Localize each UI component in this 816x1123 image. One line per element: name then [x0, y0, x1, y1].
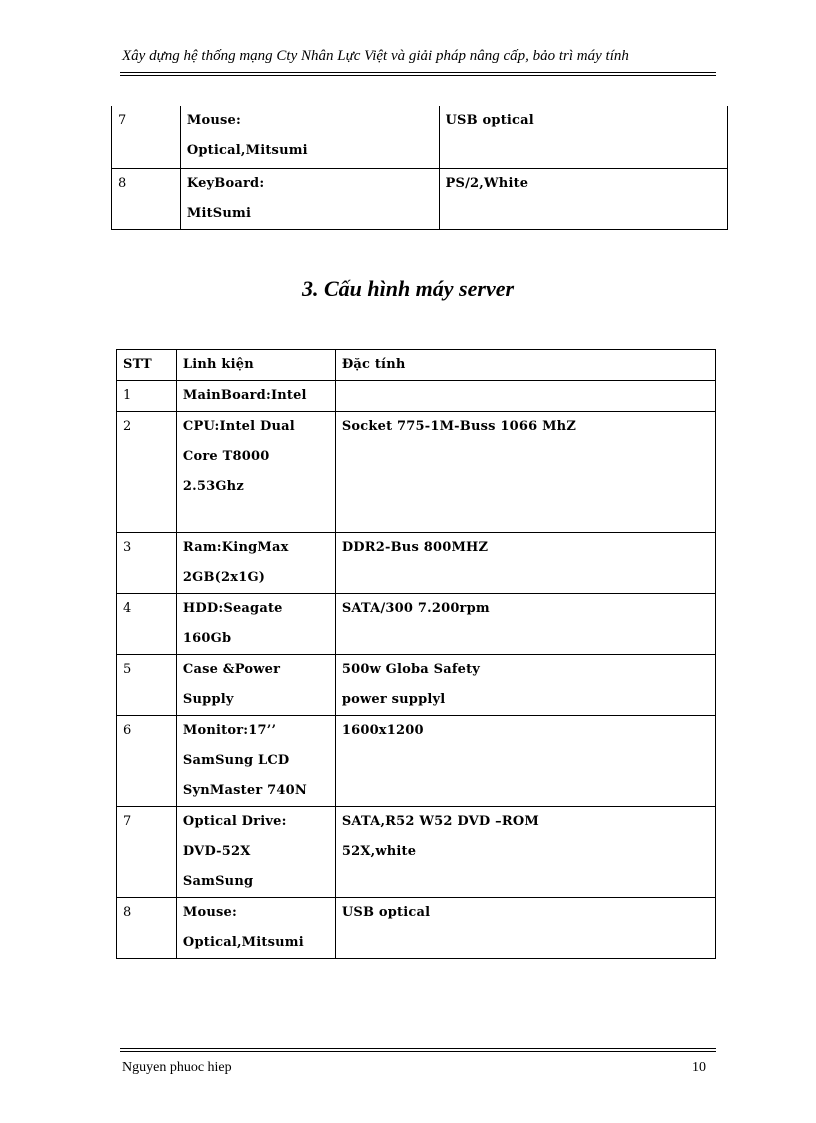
server-config-table: [116, 349, 716, 959]
footer-rule: [120, 1048, 716, 1052]
spec-cell: USB optical: [335, 898, 715, 959]
running-header: Xây dựng hệ thống mạng Cty Nhân Lực Việt và giải pháp nâng cấp, bảo trì máy tính: [122, 48, 629, 64]
spec-cell: DDR2-Bus 800MHZ: [335, 533, 715, 594]
header-rule: [120, 72, 716, 76]
header-stt: STT: [117, 350, 177, 381]
component-cell: HDD:Seagate 160Gb: [176, 594, 335, 655]
header-component: Linh kiện: [176, 350, 335, 381]
component-cell: Case &Power Supply: [176, 655, 335, 716]
section-title: 3. Cấu hình máy server: [301, 276, 515, 301]
table-row: [117, 898, 716, 959]
spec-cell: [335, 381, 715, 412]
header-spec: Đặc tính: [335, 350, 715, 381]
spec-cell: Socket 775-1M-Buss 1066 MhZ: [335, 412, 715, 533]
table-row: [117, 533, 716, 594]
component-cell: Mouse: Optical,Mitsumi: [180, 106, 439, 168]
table-row: [112, 168, 728, 229]
stt-cell: 3: [117, 533, 177, 594]
table-row: [117, 594, 716, 655]
component-cell: Mouse: Optical,Mitsumi: [176, 898, 335, 959]
component-cell: Monitor:17’’ SamSung LCD SynMaster 740N: [176, 716, 335, 807]
spec-cell: 500w Globa Safety power supplyl: [335, 655, 715, 716]
table-row: [117, 716, 716, 807]
stt-cell: 8: [117, 898, 177, 959]
stt-cell: 7: [117, 807, 177, 898]
page-number: 10: [692, 1060, 706, 1075]
component-cell: KeyBoard: MitSumi: [180, 168, 439, 229]
table-row: [117, 412, 716, 533]
component-cell: MainBoard:Intel: [176, 381, 335, 412]
stt-cell: 4: [117, 594, 177, 655]
table-row: [117, 655, 716, 716]
spec-cell: SATA,R52 W52 DVD –ROM 52X,white: [335, 807, 715, 898]
stt-cell: 1: [117, 381, 177, 412]
table-row: [117, 381, 716, 412]
component-cell: Optical Drive: DVD-52X SamSung: [176, 807, 335, 898]
stt-cell: 2: [117, 412, 177, 533]
stt-cell: 8: [112, 168, 181, 229]
stt-cell: 7: [112, 106, 181, 168]
spec-cell: SATA/300 7.200rpm: [335, 594, 715, 655]
hardware-table-continued: [111, 106, 728, 230]
spec-cell: PS/2,White: [439, 168, 727, 229]
component-cell: CPU:Intel Dual Core T8000 2.53Ghz: [176, 412, 335, 533]
footer-author: Nguyen phuoc hiep: [122, 1060, 232, 1075]
stt-cell: 6: [117, 716, 177, 807]
table-row: [117, 807, 716, 898]
stt-cell: 5: [117, 655, 177, 716]
component-cell: Ram:KingMax 2GB(2x1G): [176, 533, 335, 594]
table-header-row: [117, 350, 716, 381]
spec-cell: USB optical: [439, 106, 727, 168]
spec-cell: 1600x1200: [335, 716, 715, 807]
table-row: [112, 106, 728, 168]
